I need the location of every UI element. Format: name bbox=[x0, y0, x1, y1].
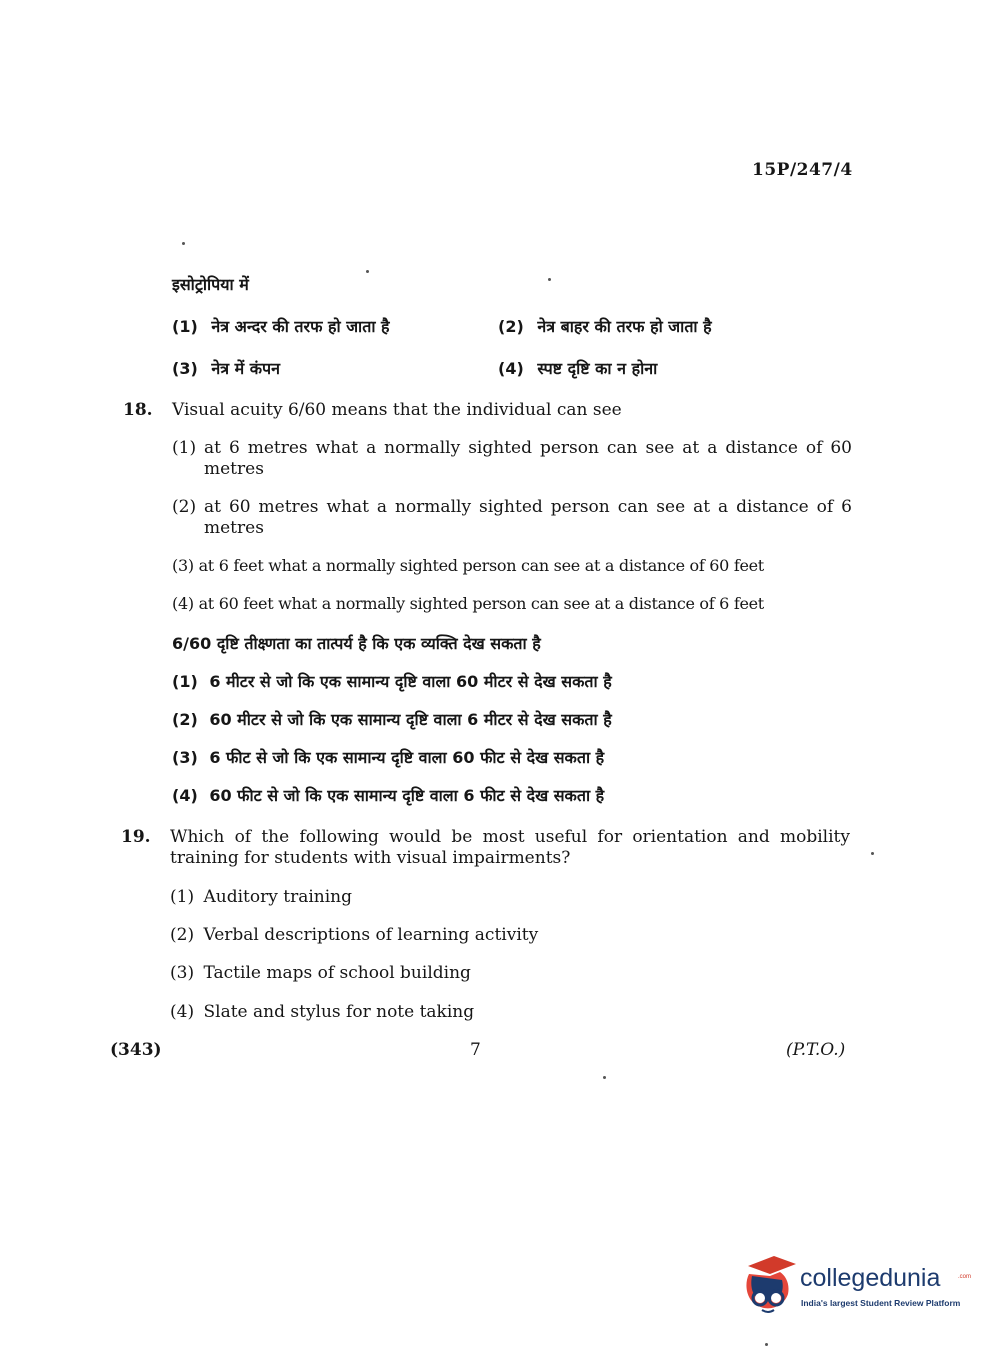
option-text: नेत्र में कंपन bbox=[211, 359, 281, 378]
page-number: 7 bbox=[470, 1040, 481, 1060]
option-text: Tactile maps of school building bbox=[203, 963, 471, 983]
footer-code: (343) bbox=[110, 1040, 162, 1060]
option-text: नेत्र बाहर की तरफ हो जाता है bbox=[537, 317, 712, 336]
option-text: 60 मीटर से जो कि एक सामान्य दृष्टि वाला 6 मीटर से देख सकता है bbox=[209, 710, 612, 729]
option-text: Verbal descriptions of learning activity bbox=[203, 925, 539, 945]
option-number: (2) bbox=[498, 317, 524, 336]
option-number: (1) bbox=[170, 887, 195, 907]
prev-question-stem-hi: इसोट्रोपिया में bbox=[172, 275, 249, 294]
option-number: (3) bbox=[170, 963, 195, 983]
q19-option-1 bbox=[170, 887, 352, 907]
q18-option-4 bbox=[172, 594, 764, 613]
mascot-icon bbox=[740, 1250, 798, 1320]
q18-hi-option-4 bbox=[172, 784, 604, 806]
option-number: (3) bbox=[172, 359, 198, 378]
option-number: (2) bbox=[170, 925, 195, 945]
option-number: (2) bbox=[172, 710, 198, 729]
option-number: (4) bbox=[498, 359, 524, 378]
scan-speck bbox=[366, 270, 369, 273]
logo-com-text: .com bbox=[958, 1274, 972, 1280]
option-text: at 6 feet what a normally sighted person can see at a distance of 60 feet bbox=[198, 556, 764, 575]
q18-hi-option-2 bbox=[172, 708, 612, 730]
prev-option-4 bbox=[498, 357, 657, 379]
q19-option-2 bbox=[170, 925, 538, 945]
pto-label: (P.T.O.) bbox=[786, 1040, 846, 1060]
logo-brand-text: collegedunia bbox=[800, 1264, 941, 1292]
scan-speck bbox=[182, 242, 185, 245]
q19-option-4 bbox=[170, 1002, 474, 1022]
q18-option-1-num: (1) bbox=[172, 438, 197, 458]
option-text: 6 फीट से जो कि एक सामान्य दृष्टि वाला 60 फीट से देख सकता है bbox=[209, 748, 605, 767]
q19-option-3 bbox=[170, 963, 471, 983]
option-text: Auditory training bbox=[203, 887, 352, 907]
prev-option-3 bbox=[172, 357, 280, 379]
collegedunia-logo bbox=[740, 1250, 980, 1325]
scan-speck bbox=[871, 852, 874, 855]
scan-speck bbox=[765, 1343, 768, 1346]
option-number: (4) bbox=[172, 594, 194, 613]
option-number: (3) bbox=[172, 556, 194, 575]
prev-option-1 bbox=[172, 315, 390, 337]
option-text: Slate and stylus for note taking bbox=[203, 1002, 475, 1022]
option-number: (1) bbox=[172, 672, 198, 691]
option-number: (1) bbox=[172, 317, 198, 336]
option-text: at 60 feet what a normally sighted person can see at a distance of 6 feet bbox=[198, 594, 764, 613]
paper-code: 15P/247/4 bbox=[752, 160, 853, 180]
question-18-number: 18. bbox=[123, 400, 153, 420]
prev-option-2 bbox=[498, 315, 712, 337]
q18-hi-option-1 bbox=[172, 670, 612, 692]
q18-option-2-num: (2) bbox=[172, 497, 197, 517]
option-number: (3) bbox=[172, 748, 198, 767]
question-19-number: 19. bbox=[121, 827, 151, 847]
q18-hi-option-3 bbox=[172, 746, 604, 768]
q18-option-3 bbox=[172, 556, 764, 575]
option-number: (4) bbox=[170, 1002, 195, 1022]
option-text: स्पष्ट दृष्टि का न होना bbox=[537, 359, 658, 378]
option-number: (4) bbox=[172, 786, 198, 805]
question-18-stem: Visual acuity 6/60 means that the individual can see bbox=[172, 400, 622, 420]
option-text: 6 मीटर से जो कि एक सामान्य दृष्टि वाला 60 मीटर से देख सकता है bbox=[209, 672, 612, 691]
question-19-stem: Which of the following would be most useful for orientation and mobility training for students with visual impairments? bbox=[170, 827, 850, 868]
q18-option-2-text: at 60 metres what a normally sighted person can see at a distance of 6 metres bbox=[204, 497, 852, 538]
option-text: 60 फीट से जो कि एक सामान्य दृष्टि वाला 6 फीट से देख सकता है bbox=[209, 786, 605, 805]
scan-speck bbox=[603, 1076, 606, 1079]
option-text: नेत्र अन्दर की तरफ हो जाता है bbox=[211, 317, 390, 336]
logo-tagline: India's largest Student Review Platform bbox=[801, 1298, 961, 1308]
scan-speck bbox=[548, 278, 551, 281]
question-18-stem-hi: 6/60 दृष्टि तीक्ष्णता का तात्पर्य है कि एक व्यक्ति देख सकता है bbox=[172, 634, 541, 653]
q18-option-1-text: at 6 metres what a normally sighted person can see at a distance of 60 metres bbox=[204, 438, 852, 479]
